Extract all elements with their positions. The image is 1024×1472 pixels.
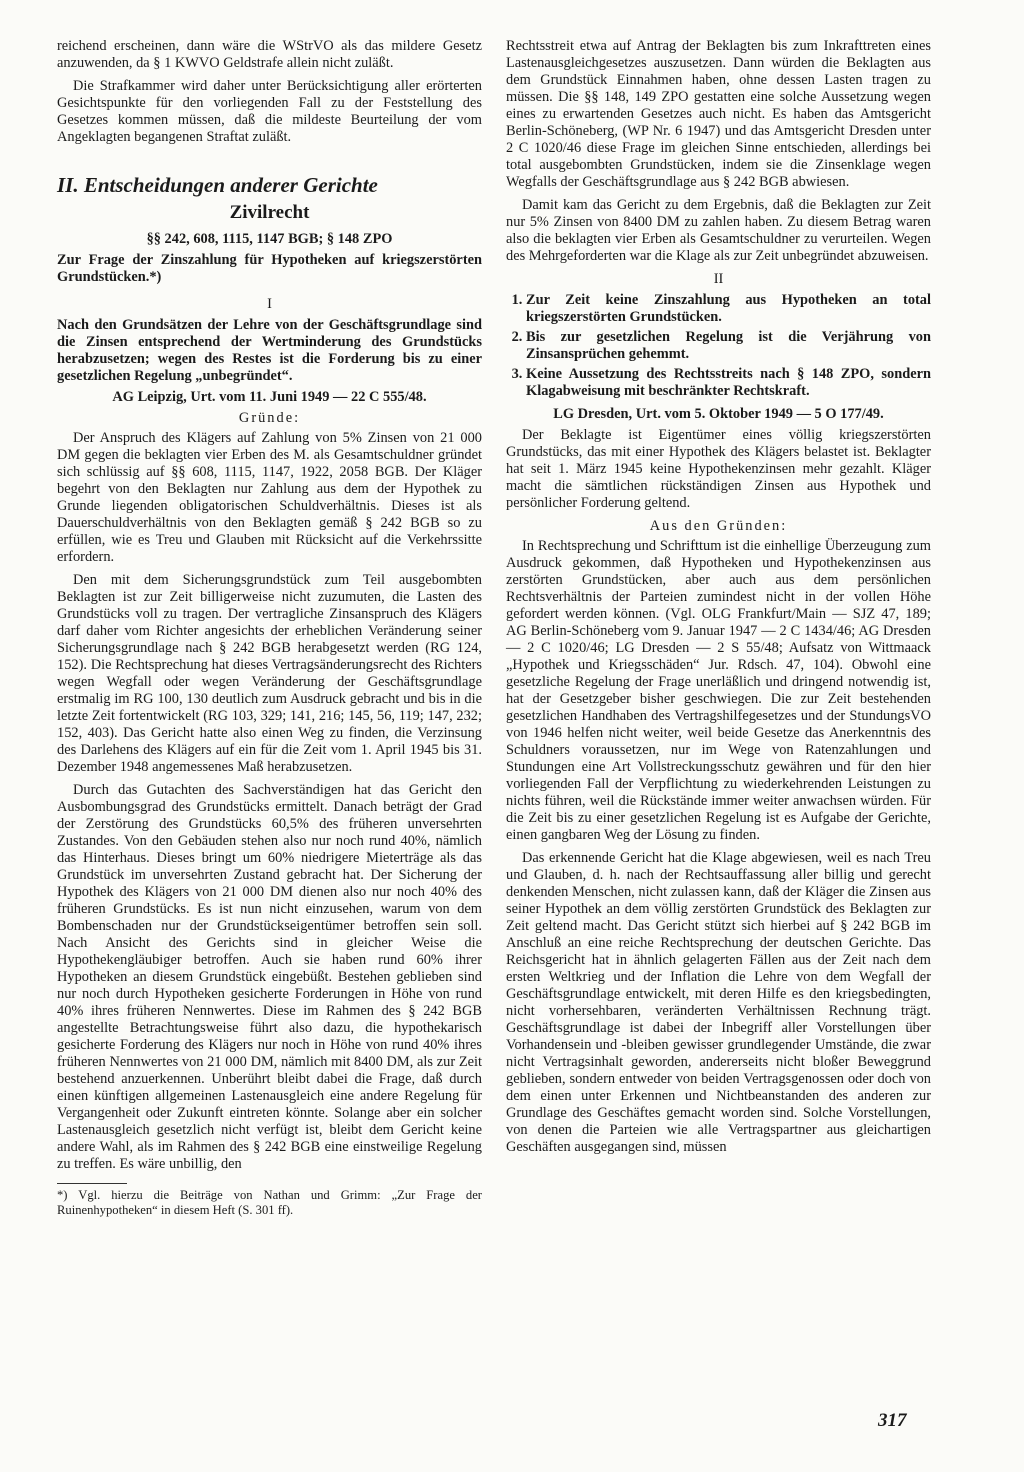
headnote-i: Nach den Grundsätzen der Lehre von der Geschäftsgrundlage sind die Zinsen entsprechend der Wertminderung des Grundstücks herabzusetzen; wegen des Restes ist die Forderung bis zu einer gesetzlichen Regelung „unbegründet“. — [57, 317, 482, 384]
left-column — [57, 38, 482, 1218]
decision-number-i: I — [267, 296, 272, 312]
statute-citation: §§ 242, 608, 1115, 1147 BGB; § 148 ZPO — [146, 231, 393, 247]
list-item: 1. Zur Zeit keine Zinszahlung aus Hypotheken an total kriegszerstörten Grundstücken. — [526, 292, 931, 326]
court-citation-ii: LG Dresden, Urt. vom 5. Oktober 1949 — 5 O 177/49. — [553, 406, 884, 422]
decision-number-ii: II — [713, 271, 724, 287]
case-topic: Zur Frage der Zinszahlung für Hypotheken auf kriegszerstörten Grundstücken.*) — [57, 252, 482, 285]
right-column — [506, 38, 931, 1162]
paragraph: Damit kam das Gericht zu dem Ergebnis, daß die Beklagten zur Zeit nur 5% Zinsen von 8400 DM zu zahlen haben. Zu diesem Betrag waren also die beklagten vier Erben als Gesamtschuldner zu verurteilen. Wegen des Mehrgeforderten war die Klage als zur Zeit unbegründet abzuweisen. — [506, 197, 931, 264]
paragraph: Die Strafkammer wird daher unter Berücksichtigung aller erörterten Gesichtspunkte für den vorliegenden Fall zu der Feststellung des Gesetzes kommen müssen, daß die mildeste Beurteilung der vom Angeklagten begangenen Straftat zuläßt. — [57, 78, 482, 145]
paragraph: Das erkennende Gericht hat die Klage abgewiesen, weil es nach Treu und Glauben, d. h. nach der Rechtsauffassung aller billig und gerecht denkenden Menschen, nicht zulassen kann, daß der Kläger die Zinsen aus seiner Hypothek an dem völlig zerstörten Grundstück des Beklagten zur Zeit geltend macht. Das Gericht stützt sich hierbei auf § 242 BGB im Anschluß an eine reiche Rechtsprechung der deutschen Gerichte. Das Reichsgericht hat in ähnlich gelagerten Fällen aus der Zeit nach dem ersten Weltkrieg und der Inflation die Lehre von dem Wegfall der Geschäftsgrundlage entwickelt, mit deren Hilfe es den kriegsbedingten, nicht vorhersehbaren, veränderten Verhältnissen Rechnung trägt. Geschäftsgrundlage ist dabei der Inbegriff aller Vorstellungen über Vorhandensein und -bleiben gewisser grundlegender Umstände, die zwar nicht Vertragsinhalt geworden, andererseits nicht bloßer Beweggrund geblieben, sondern entweder von beiden Vertragsgenossen oder doch von dem einen unter Erkennen und Nichtbeanstanden des anderen zur Grundlage des Geschäftes gemacht worden sind. Solche Vorstellungen, von denen die Parteien wie alle Vertragspartner aus gleichartigen Geschäften ausgegangen sind, müssen — [506, 850, 931, 1155]
paragraph: Durch das Gutachten des Sachverständigen hat das Gericht den Ausbombungsgrad des Grundstücks ermittelt. Danach beträgt der Grad der Zerstörung des Grundstücks 60,5% des früheren unversehrten Zustandes. Von den Gebäuden stehen also nur noch rund 40%, nämlich das Hinterhaus. Dieses bringt um 60% niedrigere Mieterträge als das Grundstück im unversehrten Zustand gebracht hat. Der Sicherung der Hypothek des Klägers von 21 000 DM dienen also nur noch 40% des früheren Grundstücks. Es ist nun nicht einzusehen, warum von dem Bombenschaden nur der Grundstückseigentümer betroffen sein soll. Nach Ansicht des Gerichts sind in gleicher Weise die Hypothekengläubiger betroffen. Auch sie haben rund 60% ihrer Hypotheken an diesem Grundstück eingebüßt. Bestehen geblieben sind nur noch durch Hypotheken gesicherte Forderungen in Höhe von rund 40% ihres früheren Nennwertes. Diese im Rahmen des § 242 BGB angestellte Betrachtungsweise führt also dazu, die hypothekarisch gesicherte Forderung des Klägers nur noch in Höhe von rund 40% ihres früheren Nennwertes von 21 000 DM, nämlich mit 8400 DM, als zur Zeit bestehend anzuerkennen. Unberührt bleibt dabei die Frage, daß durch einen künftigen allgemeinen Lastenausgleich eine andere Regelung für Vergangenheit oder Zukunft eintreten könnte. Solange aber ein solcher Lastenausgleich gesetzlich nicht verfügt ist, bleibt dem Gericht keine andere Wahl, als im Rahmen des § 242 BGB eine einstweilige Regelung zu treffen. Es wäre unbillig, den — [57, 782, 482, 1172]
court-citation-i: AG Leipzig, Urt. vom 11. Juni 1949 — 22 C 555/48. — [112, 389, 427, 405]
reasons-heading: Gründe: — [238, 410, 301, 426]
footnote: *) Vgl. hierzu die Beiträge von Nathan und Grimm: „Zur Frage der Ruinenhypotheken“ in diesem Heft (S. 301 ff). — [57, 1188, 482, 1217]
headnote-list — [506, 292, 931, 400]
paragraph: reichend erscheinen, dann wäre die WStrVO als das mildere Gesetz anzuwenden, da § 1 KWVO Geldstrafe allein nicht zuläßt. — [57, 38, 482, 71]
list-item: 3. Keine Aussetzung des Rechtsstreits nach § 148 ZPO, sondern Klagabweisung mit beschränkter Rechtskraft. — [526, 366, 931, 400]
paragraph: Rechtsstreit etwa auf Antrag der Beklagten bis zum Inkrafttreten eines Lastenausgleichgesetzes auszusetzen. Dann würden die Beklagten aus dem Grundstück Einnahmen haben, ohne dessen Lasten tragen zu müssen. Die §§ 148, 149 ZPO gestatten eine solche Aussetzung wegen eines zu erwartenden Gesetzes auch nicht. Es haben das Amtsgericht Berlin-Schöneberg, (WP Nr. 6 1947) und das Amtsgericht Dresden unter 2 C 1020/46 diese Frage im gleichen Sinne entschieden, allerdings bei total ausgebombten Grundstücken, indem sie die Zinsenklage wegen Wegfalls der Geschäftsgrundlage aus § 242 BGB abwiesen. — [506, 38, 931, 190]
subsection-title: Zivilrecht — [229, 202, 310, 223]
paragraph: Der Beklagte ist Eigentümer eines völlig kriegszerstörten Grundstücks, das mit einer Hypothek des Klägers belastet ist. Beklagter hat seit 1. März 1945 keine Hypothekenzinsen mehr gezahlt. Kläger macht die sämtlichen rückständigen Zinsen aus Hypothek und persönlicher Forderung geltend. — [506, 427, 931, 511]
paragraph: Der Anspruch des Klägers auf Zahlung von 5% Zinsen von 21 000 DM gegen die beklagten vier Erben des M. als Gesamtschuldner gründet sich schlüssig auf §§ 608, 1115, 1147, 1922, 2058 BGB. Der Kläger begehrt von den Beklagten nur Zahlung aus dem der Hypothek zu Grunde liegenden obligatorischen Schuldverhältnis. Dieses ist als Dauerschuldverhältnis von den Beklagten gemäß § 242 BGB so zu erfüllen, wie es Treu und Glauben mit Rücksicht auf die Verkehrssitte erfordern. — [57, 430, 482, 565]
paragraph: In Rechtsprechung und Schrifttum ist die einhellige Überzeugung zum Ausdruck gekommen, daß Hypotheken und Hypothekenzinsen aus zerstörten Grundstücken, aber auch aus dem persönlichen Rechtsverhältnis der Parteien zumindest nicht in der vollen Höhe gefordert werden können. (Vgl. OLG Frankfurt/Main — SJZ 47, 189; AG Berlin-Schöneberg vom 9. Januar 1947 — 2 C 1434/46; AG Dresden — 2 C 1020/46; LG Dresden — 2 S 55/48; Aufsatz von Wittmaack „Hypothek und Kriegsschäden“ Jur. Rdsch. 47, 104). Obwohl eine gesetzliche Regelung der Frage unerläßlich und dringend notwendig ist, hat der Gesetzgeber bisher geschwiegen. Die zur Zeit bestehenden gesetzlichen Handhaben des Vertragshilfegesetzes und der StundungsVO von 1946 helfen nicht weiter, weil beide Gesetze das Anerkenntnis des Schuldners voraussetzen, nur im Wege von Ratenzahlungen und Stundungen eine Art Vollstreckungsschutz gewähren und für den hier vorliegenden Fall der Verpflichtung zu wiederkehrenden Leistungen zu nichts führen, weil die Rückstände immer weiter anwachsen würden. Für die Zeit bis zu einer gesetzlichen Regelung ist es Aufgabe der Gerichte, einen gangbaren Weg der Lösung zu finden. — [506, 538, 931, 843]
reasons-heading: Aus den Gründen: — [649, 518, 788, 534]
paragraph: Den mit dem Sicherungsgrundstück zum Teil ausgebombten Beklagten ist zur Zeit billigerweise nicht zuzumuten, die Lasten des Grundstücks voll zu tragen. Der vertragliche Zinsanspruch des Klägers darf daher vom Richter angesichts der erheblichen Veränderung seiner Sicherungsgrundlage nach § 242 BGB herabgesetzt werden (RG 124, 152). Die Rechtsprechung hat dieses Vertragsänderungsrecht des Richters wegen Wegfall oder wegen Veränderung der Geschäftsgrundlage erstmalig im RG 100, 130 deutlich zum Ausdruck gebracht und bis in die letzte Zeit fortentwickelt (RG 103, 329; 141, 216; 145, 56, 119; 147, 232; 152, 403). Das Gericht hatte also einen Weg zu finden, die Verzinsung des Darlehens des Klägers auf ein für die Zeit vom 1. April 1945 bis 31. Dezember 1948 angemessenes Maß herabzusetzen. — [57, 572, 482, 775]
page-number: 317 — [878, 1410, 907, 1431]
list-item: 2. Bis zur gesetzlichen Regelung ist die Verjährung von Zinsansprüchen gehemmt. — [526, 329, 931, 363]
footnote-divider — [57, 1183, 127, 1184]
section-title: II. Entscheidungen anderer Gerichte — [57, 173, 378, 197]
